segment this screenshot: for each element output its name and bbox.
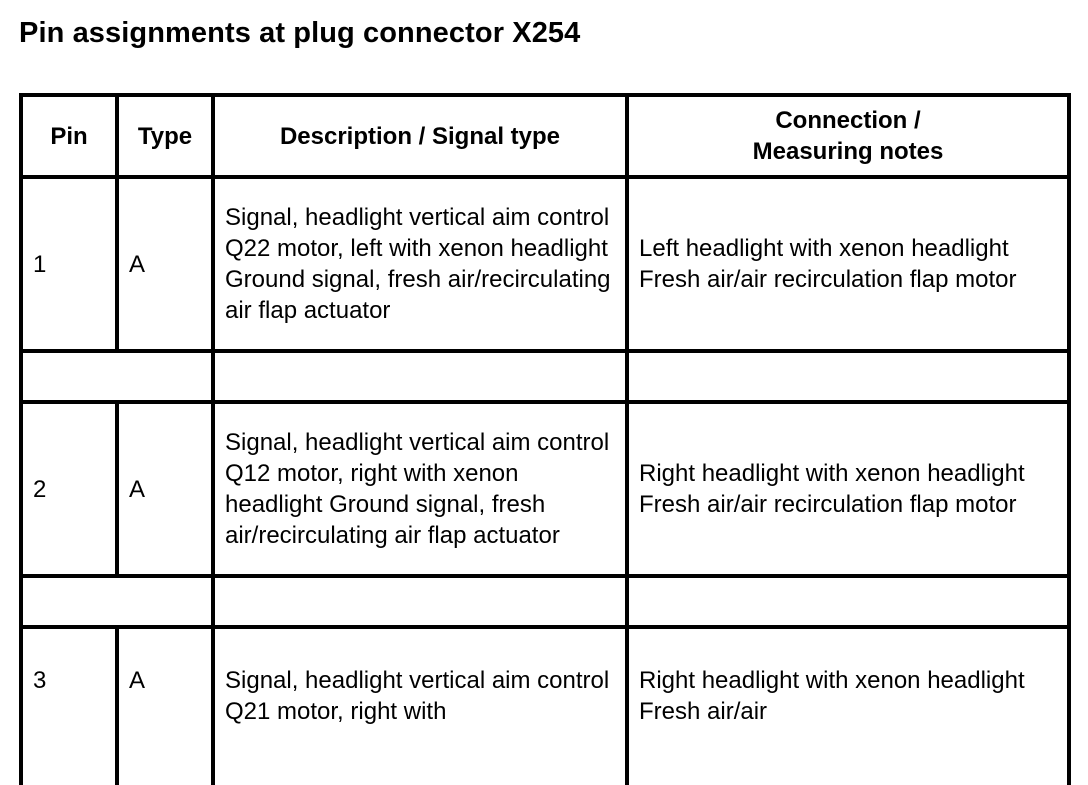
pin-cell: 2 bbox=[21, 402, 117, 576]
type-cell: A bbox=[117, 402, 213, 576]
header-type: Type bbox=[117, 95, 213, 177]
empty-cell bbox=[627, 351, 1069, 402]
empty-cell bbox=[21, 576, 213, 627]
connection-cell: Right headlight with xenon headlight Fresh air/air recirculation flap motor bbox=[627, 402, 1069, 576]
type-cell: A bbox=[117, 177, 213, 351]
table-row bbox=[21, 402, 1069, 576]
description-cell: Signal, headlight vertical aim control Q21 motor, right with bbox=[213, 627, 627, 785]
table-header-row bbox=[21, 95, 1069, 177]
pin-cell: 3 bbox=[21, 627, 117, 785]
page-title: Pin assignments at plug connector X254 bbox=[19, 17, 581, 49]
spacer-row bbox=[21, 351, 1069, 402]
pin-cell: 1 bbox=[21, 177, 117, 351]
header-connection bbox=[627, 95, 1069, 177]
empty-cell bbox=[213, 576, 627, 627]
description-cell: Signal, headlight vertical aim control Q22 motor, left with xenon headlight Ground signal, fresh air/recirculating air flap actuator bbox=[213, 177, 627, 351]
empty-cell bbox=[213, 351, 627, 402]
table-row bbox=[21, 177, 1069, 351]
header-connection-line2: Measuring notes bbox=[752, 138, 944, 165]
description-cell: Signal, headlight vertical aim control Q12 motor, right with xenon headlight Ground signal, fresh air/recirculating air flap actuator bbox=[213, 402, 627, 576]
empty-cell bbox=[627, 576, 1069, 627]
spacer-row bbox=[21, 576, 1069, 627]
header-connection-line1: Connection / bbox=[775, 107, 921, 134]
header-description: Description / Signal type bbox=[213, 95, 627, 177]
connection-cell: Left headlight with xenon headlight Fresh air/air recirculation flap motor bbox=[627, 177, 1069, 351]
type-cell: A bbox=[117, 627, 213, 785]
pin-assignment-table bbox=[19, 93, 1071, 785]
connection-cell: Right headlight with xenon headlight Fresh air/air bbox=[627, 627, 1069, 785]
table-row bbox=[21, 627, 1069, 785]
empty-cell bbox=[21, 351, 213, 402]
header-pin: Pin bbox=[21, 95, 117, 177]
